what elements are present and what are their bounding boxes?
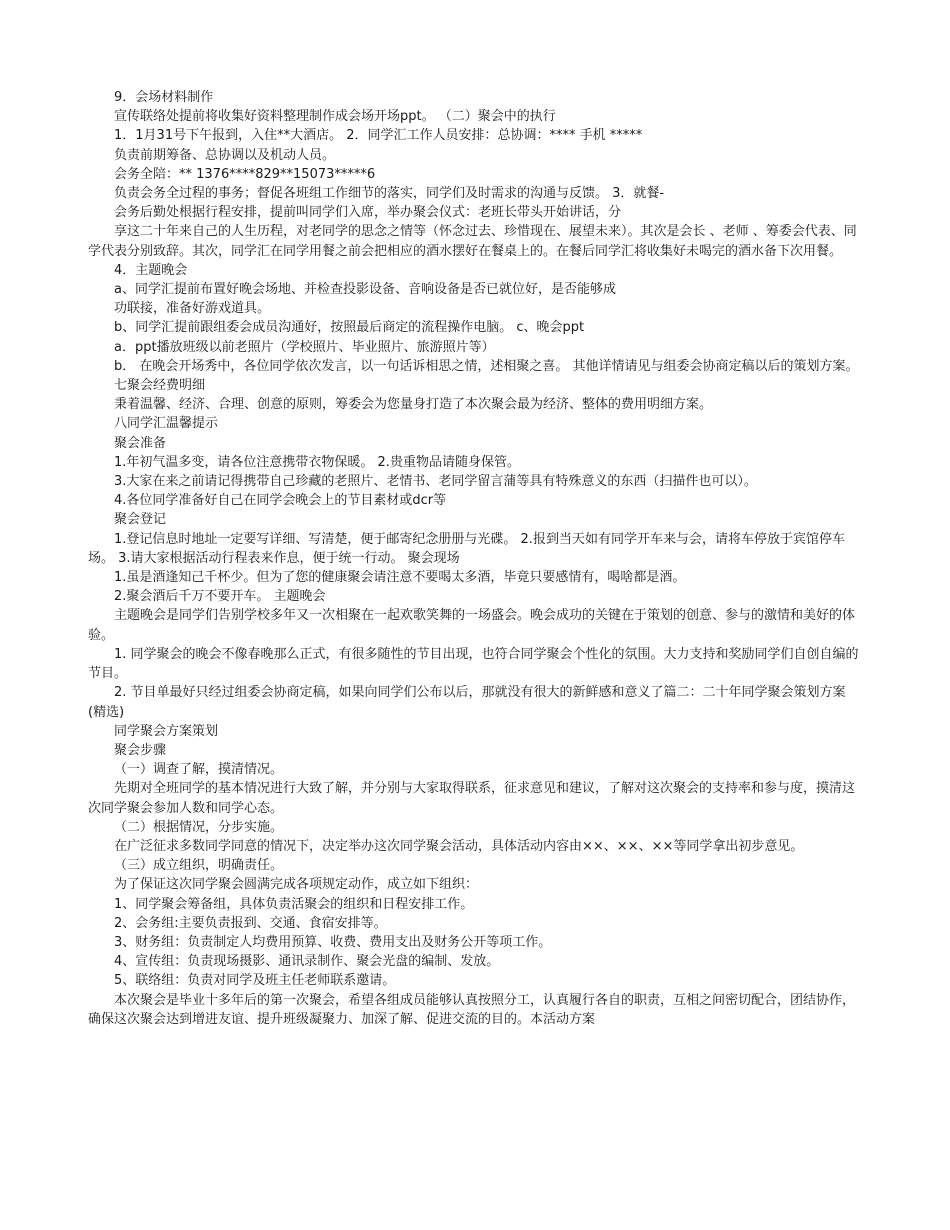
paragraph: 1.年初气温多变，请各位注意携带衣物保暖。 2.贵重物品请随身保管。 [114,454,520,470]
paragraph: a．ppt播放班级以前老照片（学校照片、毕业照片、旅游照片等） [114,339,495,355]
paragraph: 先期对全班同学的基本情况进行大致了解，并分别与大家取得联系，征求意见和建议，了解对这次聚会的支持率和参与度，摸清这次同学聚会参加人数和同学心态。 [88,781,856,816]
paragraph: 9．会场材料制作 [114,90,214,105]
paragraph: 2.聚会酒后千万不要开车。 主题晚会 [114,589,326,605]
paragraph: 1.登记信息时地址一定要写详细、写清楚，便于邮寄纪念册册与光碟。 2.报到当天如有同学开车来与会，请将车停放于宾馆停车场。 3.请大家根据活动行程表来作息，便于统一行动。 聚会现场 [88,531,845,566]
paragraph: 主题晚会是同学们告别学校多年又一次相聚在一起欢歌笑舞的一场盛会。晚会成功的关键在于策划的创意、参与的激情和美好的体验。 [88,608,856,643]
paragraph: 为了保证这次同学聚会圆满完成各项规定动作，成立如下组织： [114,877,479,893]
paragraph: 4.各位同学准备好自己在同学会晚会上的节目素材或dcr等 [114,493,447,509]
paragraph: 1. 同学聚会的晚会不像春晚那么正式，有很多随性的节目出现，也符合同学聚会个性化的氛围。大力支持和奖励同学们自创自编的节目。 [88,646,859,682]
paragraph: 聚会步骤 [114,742,167,758]
paragraph: 聚会登记 [114,512,167,528]
paragraph: （三）成立组织，明确责任。 [114,858,284,874]
paragraph: 4．主题晚会 [114,262,188,278]
paragraph: 八同学汇温馨提示 [114,416,219,432]
paragraph: 会务后勤处根据行程安排，提前叫同学们入席，举办聚会仪式：老班长带头开始讲话，分 [114,205,622,221]
paragraph: 3.大家在来之前请记得携带自己珍藏的老照片、老情书、老同学留言蒲等具有特殊意义的东西（扫描件也可以）。 [114,474,757,490]
paragraph: 4、宣传组：负责现场摄影、通讯录制作、聚会光盘的编制、发放。 [114,954,500,970]
paragraph: 享这二十年来自己的人生历程，对老同学的思念之情等（怀念过去、珍惜现在、展望未来）。其次是会长 、老师 、筹委会代表、同学代表分别致辞。其次，同学汇在同学用餐之前会把相应的酒水摆好在餐桌上的。在餐后同学汇将收集好未喝完的酒水备下次用餐。 [88,224,857,259]
paragraph: 宣传联络处提前将收集好资料整理制作成会场开场ppt。 （二）聚会中的执行 [114,109,556,125]
paragraph: 1．1月31号下午报到，入住**大酒店。 2．同学汇工作人员安排：总协调：**** 手机 ***** [114,128,643,144]
paragraph: b． 在晚会开场秀中，各位同学依次发言，以一句话诉相思之情，述相聚之喜。 其他详情请见与组委会协商定稿以后的策划方案。 [114,358,859,374]
paragraph: 本次聚会是毕业十多年后的第一次聚会，希望各组成员能够认真按照分工，认真履行各自的职责，互相之间密切配合，团结协作，确保这次聚会达到增进友谊、提升班级凝聚力、加深了解、促进交流的目的。本活动方案 [88,992,856,1027]
paragraph: 同学聚会方案策划 [114,723,219,739]
paragraph: 2、会务组:主要负责报到、交通、食宿安排等。 [114,915,387,931]
paragraph: 3、财务组：负责制定人均费用预算、收费、费用支出及财务公开等项工作。 [114,934,552,950]
paragraph: a、同学汇提前布置好晚会场地、并检查投影设备、音响设备是否已就位好，是否能够成 [114,282,616,298]
paragraph: （一）调查了解，摸清情况。 [114,762,284,778]
paragraph: 负责会务全过程的事务；督促各班组工作细节的落实，同学们及时需求的沟通与反馈。 3．就餐- [114,186,665,202]
paragraph: 秉着温馨、经济、合理、创意的原则，筹委会为您量身打造了本次聚会最为经济、整体的费用明细方案。 [114,397,713,413]
paragraph: 在广泛征求多数同学同意的情况下，决定举办这次同学聚会活动，具体活动内容由××、××、××等同学拿出初步意见。 [114,838,804,854]
paragraph: b、同学汇提前跟组委会成员沟通好，按照最后商定的流程操作电脑。 c、晚会ppt [114,320,585,336]
paragraph: （二）根据情况，分步实施。 [114,819,284,835]
paragraph: 5、联络组：负责对同学及班主任老师联系邀请。 [114,973,396,989]
paragraph: 2. 节目单最好只经过组委会协商定稿，如果向同学们公布以后，那就没有很大的新鲜感和意义了篇二：二十年同学聚会策划方案(精选) [88,685,846,720]
document-page [88,88,862,1029]
paragraph: 聚会准备 [114,435,167,451]
paragraph: 七聚会经费明细 [114,378,206,394]
paragraph: 1.虽是酒逢知己千杯少。但为了您的健康聚会请注意不要喝太多酒，毕竟只要感情有，喝啥都是酒。 [114,570,686,586]
paragraph: 功联接，准备好游戏道具。 [114,301,271,317]
paragraph: 负责前期筹备、总协调以及机动人员。 [114,147,336,163]
paragraph: 1、同学聚会筹备组，具体负责活聚会的组织和日程安排工作。 [114,896,474,912]
paragraph: 会务全陪：** 1376****829**15073*****6 [114,166,376,182]
